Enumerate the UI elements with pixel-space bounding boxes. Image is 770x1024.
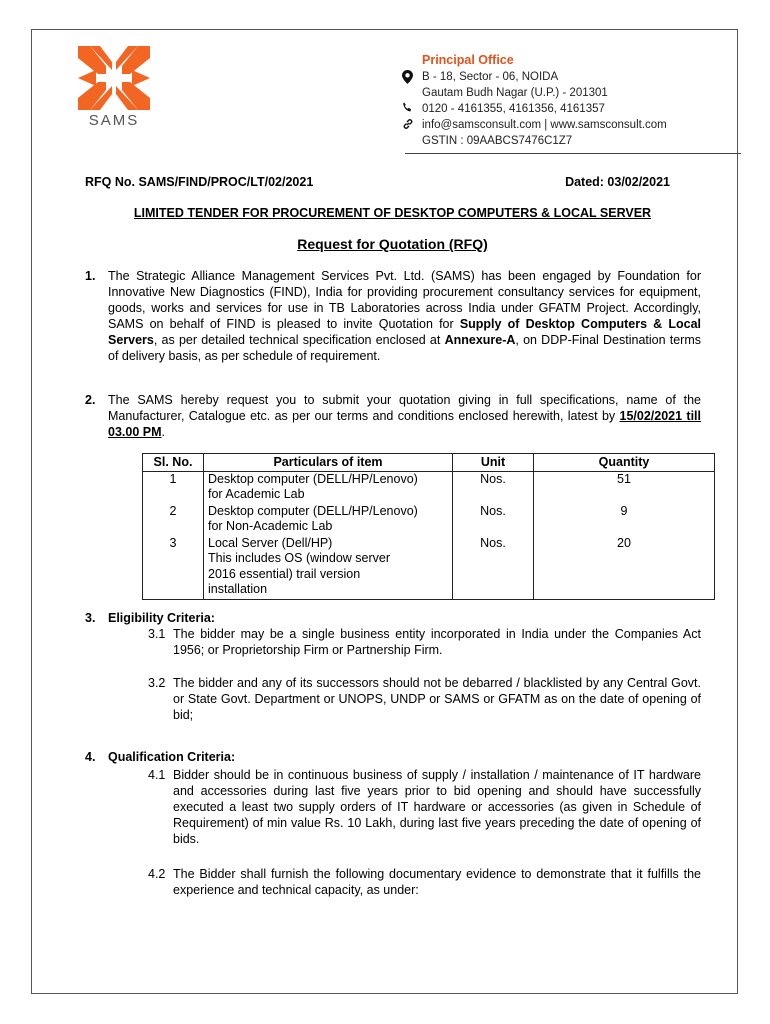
item-text: Bidder should be in continuous business of supply / installation / maintenance of IT hardware and accessories during last five years prior to bid opening and should have successfully executed a least two supply orders of IT hardware or accessories (as given in Schedule of Requirement) of min value Rs. 10 Lakh, during last five years preceding the date of opening of bids. bbox=[173, 768, 701, 846]
paragraph-text bbox=[108, 268, 701, 364]
link-icon bbox=[402, 117, 422, 130]
col-header-sl: Sl. No. bbox=[143, 454, 204, 472]
item-number: 3.1 bbox=[148, 627, 166, 641]
para2-text-a: The SAMS hereby request you to submit your quotation giving in full specifications, name of the Manufacturer, Catalogue etc. as per our terms and conditions enclosed herewith, latest by bbox=[108, 393, 701, 423]
item-line: 2016 essential) trail version bbox=[208, 566, 361, 581]
qualification-item bbox=[148, 866, 701, 898]
phone-numbers: 0120 - 4161355, 4161356, 4161357 bbox=[422, 103, 605, 115]
col-header-quantity: Quantity bbox=[534, 454, 715, 472]
table-row bbox=[143, 536, 715, 600]
cell-sl: 2 bbox=[143, 504, 204, 536]
paragraph-text bbox=[108, 392, 701, 440]
rfq-date: Dated: 03/02/2021 bbox=[565, 175, 670, 189]
schedule-of-requirement-table bbox=[142, 453, 715, 600]
col-header-unit: Unit bbox=[453, 454, 534, 472]
email-web: info@samsconsult.com | www.samsconsult.com bbox=[422, 119, 667, 131]
cell-unit: Nos. bbox=[453, 471, 534, 504]
gstin: GSTIN : 09AABCS7476C1Z7 bbox=[422, 135, 573, 147]
table-row bbox=[143, 504, 715, 536]
qualification-item bbox=[148, 767, 701, 847]
eligibility-item bbox=[148, 626, 701, 658]
sams-logo bbox=[76, 44, 152, 129]
paragraph-number: 1. bbox=[85, 269, 96, 283]
section-number: 3. bbox=[85, 611, 96, 625]
item-line: Local Server (Dell/HP) bbox=[208, 535, 333, 550]
cell-unit: Nos. bbox=[453, 504, 534, 536]
item-number: 4.1 bbox=[148, 768, 166, 782]
address-line2: Gautam Budh Nagar (U.P.) - 201301 bbox=[422, 87, 608, 99]
para1-text-c: , on DDP-Final Destination terms of delivery basis, as per schedule of requirement. bbox=[108, 333, 701, 363]
item-line: Desktop computer (DELL/HP/Lenovo) bbox=[208, 503, 418, 518]
cell-particulars bbox=[204, 536, 453, 600]
item-line: Desktop computer (DELL/HP/Lenovo) bbox=[208, 471, 418, 486]
cell-particulars bbox=[204, 504, 453, 536]
col-header-particulars: Particulars of item bbox=[204, 454, 453, 472]
item-text: The bidder may be a single business entity incorporated in India under the Companies Act 1956; or Proprietorship Firm or Partnership Firm. bbox=[173, 627, 701, 657]
table-header-row bbox=[143, 454, 715, 472]
cell-unit: Nos. bbox=[453, 536, 534, 600]
cell-sl: 3 bbox=[143, 536, 204, 600]
table-row bbox=[143, 471, 715, 504]
tender-title: LIMITED TENDER FOR PROCUREMENT OF DESKTOP COMPUTERS & LOCAL SERVER bbox=[133, 206, 652, 220]
para1-text-a: The Strategic Alliance Management Services Pvt. Ltd. (SAMS) has been engaged by Foundation for Innovative New Diagnostics (FIND), India for providing procurement consultancy services for equipment, goods, works and services for use in TB Laboratories across India under GFATM Project. Accordingly, SAMS on behalf of FIND is pleased to invite Quotation for bbox=[108, 269, 701, 331]
phone-row bbox=[402, 101, 667, 117]
eligibility-item bbox=[148, 675, 701, 723]
item-line: installation bbox=[208, 582, 268, 596]
cell-particulars bbox=[204, 471, 453, 504]
rfq-heading: Request for Quotation (RFQ) bbox=[297, 236, 488, 252]
address-row bbox=[402, 69, 667, 85]
para2-text-b: . bbox=[161, 425, 165, 439]
para1-bold-b: Annexure-A bbox=[444, 333, 516, 347]
item-text: The bidder and any of its successors should not be debarred / blacklisted by any Central Govt. or State Govt. Department or UNOPS, UNDP or SAMS or GFATM as on the date of opening of bid; bbox=[173, 676, 701, 722]
section-title: Eligibility Criteria: bbox=[108, 611, 215, 625]
section-title: Qualification Criteria: bbox=[108, 750, 236, 764]
item-number: 4.2 bbox=[148, 867, 166, 881]
para1-bold-a: Supply of Desktop Computers & Local Servers bbox=[108, 317, 701, 347]
office-info bbox=[402, 52, 667, 149]
eligibility-heading bbox=[85, 611, 215, 625]
cell-quantity: 20 bbox=[534, 536, 715, 600]
cell-quantity: 51 bbox=[534, 471, 715, 504]
item-line: This includes OS (window server bbox=[208, 551, 391, 565]
qualification-heading bbox=[85, 750, 235, 764]
submission-deadline: 15/02/2021 till 03.00 PM bbox=[108, 409, 701, 439]
item-line: for Academic Lab bbox=[208, 487, 305, 501]
rfq-header-line bbox=[85, 175, 670, 189]
rfq-number: RFQ No. SAMS/FIND/PROC/LT/02/2021 bbox=[85, 175, 314, 189]
para1-text-b: , as per detailed technical specification enclosed at bbox=[153, 333, 445, 347]
item-line: for Non-Academic Lab bbox=[208, 519, 333, 533]
section-number: 4. bbox=[85, 750, 96, 764]
office-title: Principal Office bbox=[422, 53, 514, 67]
paragraph-2 bbox=[85, 392, 701, 440]
phone-icon bbox=[402, 101, 422, 113]
item-text: The Bidder shall furnish the following documentary evidence to demonstrate that it fulfills the experience and technical capacity, as under: bbox=[173, 867, 701, 897]
cell-sl: 1 bbox=[143, 471, 204, 504]
paragraph-number: 2. bbox=[85, 393, 96, 407]
location-pin-icon bbox=[402, 69, 422, 84]
logo-text: SAMS bbox=[88, 112, 140, 129]
address-line1: B - 18, Sector - 06, NOIDA bbox=[422, 71, 559, 83]
item-number: 3.2 bbox=[148, 676, 166, 690]
web-row bbox=[402, 117, 667, 133]
paragraph-1 bbox=[85, 268, 701, 364]
header-divider bbox=[405, 153, 741, 154]
cell-quantity: 9 bbox=[534, 504, 715, 536]
sams-logo-mark-icon bbox=[76, 44, 152, 112]
